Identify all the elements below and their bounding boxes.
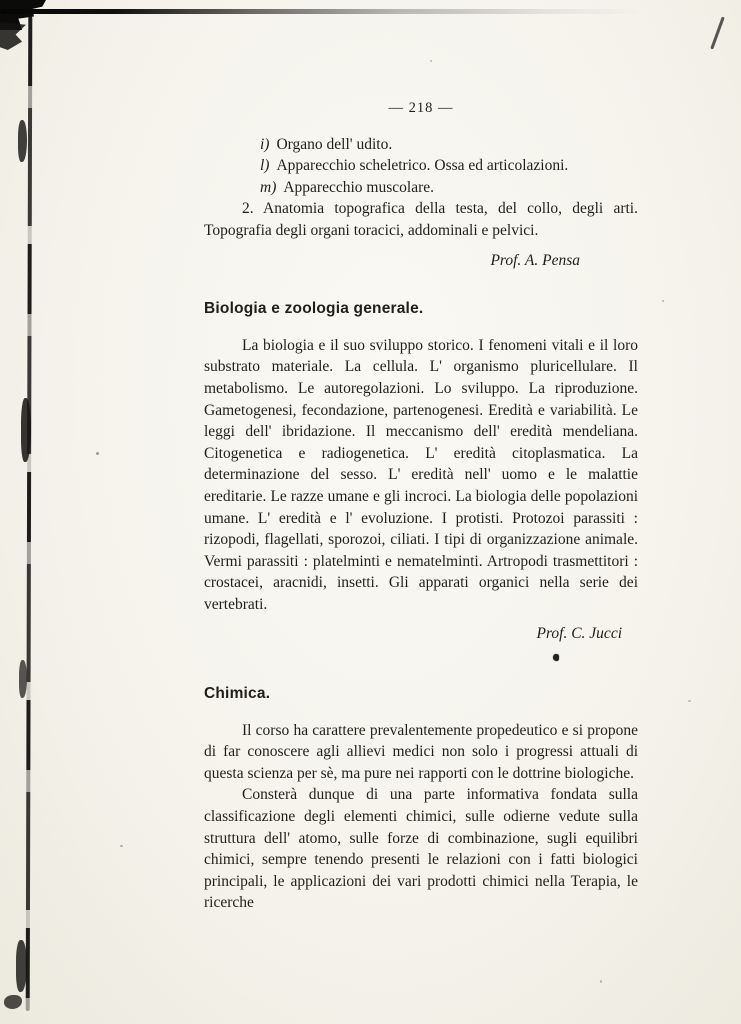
anatomy-paragraph: 2. Anatomia topografica della testa, del collo, degli arti. Topografia degli organi toracici, addominali e pelvici. xyxy=(204,200,638,239)
scan-corner-mark-2 xyxy=(0,22,26,50)
scan-top-edge-line xyxy=(0,9,640,14)
scan-speck xyxy=(600,980,602,983)
scan-blotch xyxy=(18,120,27,162)
chemistry-heading: Chimica. xyxy=(204,685,271,703)
biology-heading: Biologia e zoologia generale. xyxy=(204,300,424,318)
biology-paragraph: La biologia e il suo sviluppo storico. I fenomeni vitali e il loro substrato materiale. La cellula. L' organismo pluricellulare. Il metabolismo. Le autoregolazioni. Lo sviluppo. La riproduzione. Gametogenesi, fecondazione, partenogenesi. Eredità e variabilità. Le leggi dell' ibridazione. Il meccanismo dell' eredità mendeliana. Citogenetica e radiogenetica. L' eredità citoplasmatica. La determinazione del sesso. L' eredità nell' uomo e le malattie ereditarie. Le razze umane e gli incroci. La biologia delle popolazioni umane. L' eredità e l' evoluzione. I protisti. Protozoi parassiti : rizopodi, flagellati, sporozoi, ciliati. I tipi di organizzazione animale. Vermi parassiti : platelminti e nematelminti. Artropodi trasmettitori : crostacei, aracnidi, insetti. Gli apparati organici nella serie dei vertebrati. xyxy=(204,336,638,613)
item-label: l) xyxy=(260,157,270,175)
scan-speck xyxy=(662,300,664,302)
list-item xyxy=(204,177,638,199)
signature-pensa: Prof. A. Pensa xyxy=(490,251,580,269)
scan-speck xyxy=(688,700,691,702)
scan-speck xyxy=(430,60,432,62)
item-text: Apparecchio scheletrico. Ossa ed articolazioni. xyxy=(276,157,569,175)
page-content xyxy=(204,98,638,914)
item-label: i) xyxy=(260,135,270,153)
item-text: Organo dell' udito. xyxy=(276,135,393,153)
list-item xyxy=(204,134,638,156)
scan-left-binding-line xyxy=(26,16,33,1011)
scan-speck xyxy=(96,452,99,455)
scan-blotch xyxy=(4,995,22,1009)
chemistry-paragraph-1: Il corso ha carattere prevalentemente propedeutico e si propone di far conoscere agli allievi medici non solo i progressi attuali di questa scienza per sè, ma pure nei rapporti con le dottrine biologiche. xyxy=(204,721,638,782)
scan-speck xyxy=(120,845,123,847)
ink-blot xyxy=(553,654,559,661)
list-item xyxy=(204,155,638,177)
item-label: m) xyxy=(260,178,277,196)
anatomy-list xyxy=(204,134,638,199)
chemistry-paragraph-2: Consterà dunque di una parte informativa fondata sulla classificazione degli elementi chimici, sulle odierne vedute sulla struttura dell' atomo, sulle forze di combinazione, sugli equilibri chimici, sempre tenendo presenti le relazioni con i fatti biologici principali, le applicazioni dei vari prodotti chimici nella Terapia, le ricerche xyxy=(204,786,638,912)
signature-jucci: Prof. C. Jucci xyxy=(536,625,622,643)
ink-blot-row xyxy=(204,649,638,665)
scan-slash-mark xyxy=(710,17,724,50)
page-number: — 218 — xyxy=(388,100,454,116)
item-text: Apparecchio muscolare. xyxy=(283,178,434,196)
